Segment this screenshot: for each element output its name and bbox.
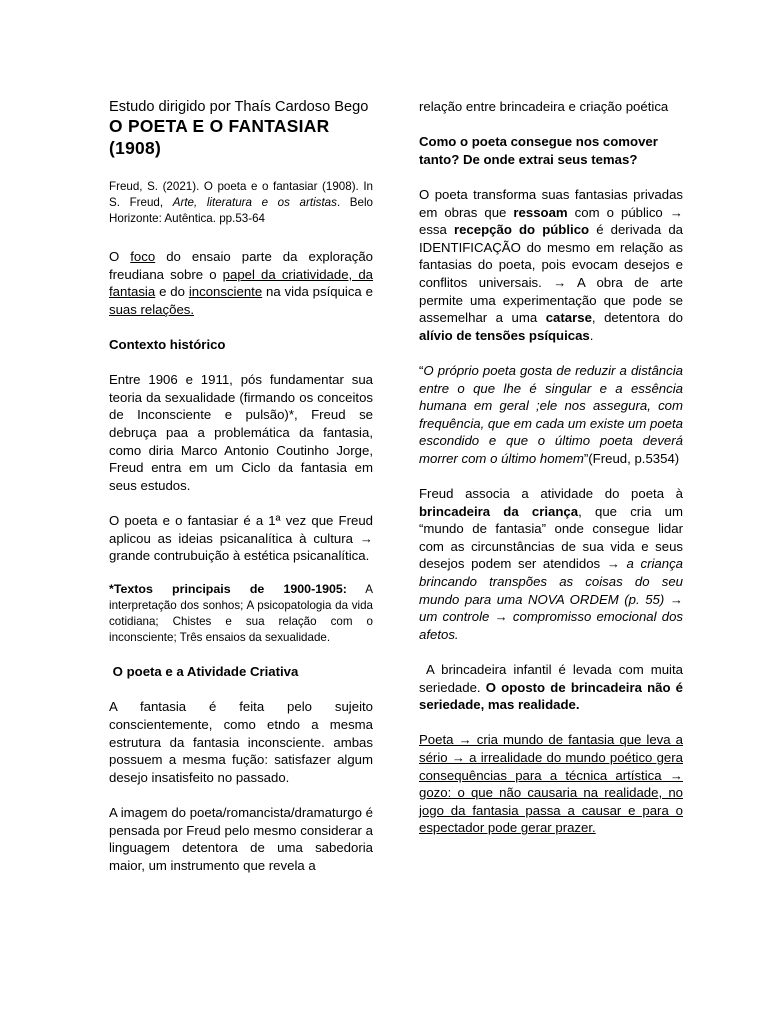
transforma-paragraph: O poeta transforma suas fantasias privadas em obras que ressoam com o público → essa recepção do público é derivada da IDENTIFICAÇÃO do mesmo em relação as fantasias do poeta, pois evocam desejos e conflitos universais. → A obra de arte permite uma experimentação que pode se assemelhar a uma catarse, detentora do alívio de tensões psíquicas. <box>419 186 683 343</box>
seriedade-paragraph: A brincadeira infantil é levada com muita seriedade. O oposto de brincadeira não é seriedade, mas realidade. <box>419 662 687 713</box>
author-subtitle: Estudo dirigido por Thaís Cardoso Bego <box>109 99 369 115</box>
continuation-text: relação entre brincadeira e criação poética <box>419 99 669 114</box>
contexto-paragraph-2: O poeta e o fantasiar é a 1ª vez que Freud aplicou as ideias psicanalítica à cultura → grande contrubuição à estética psicanalítica. <box>109 512 373 564</box>
left-column <box>109 98 373 874</box>
section-heading-contexto: Contexto histórico <box>109 336 226 352</box>
textos-footnote: *Textos principais de 1900-1905: A interpretação dos sonhos; A psicopatologia da vida cotidiana; Chistes e sua relação com o inconsciente; Três ensaios da sexualidade. <box>109 581 373 644</box>
reference-citation: Freud, S. (2021). O poeta e o fantasiar (1908). In S. Freud, Arte, literatura e os artistas. Belo Horizonte: Autêntica. pp.53-64 <box>109 180 373 225</box>
page-title: O POETA E O FANTASIAR (1908) <box>109 116 330 158</box>
poeta-conclusion: Poeta → cria mundo de fantasia que leva a sério → a irrealidade do mundo poético gera consequências para a técnica artística → gozo: o que não causaria na realidade, no jogo da fantasia passa a causar e para o espectador pode gerar prazer. <box>419 732 683 836</box>
intro-paragraph: O foco do ensaio parte da exploração freudiana sobre o papel da criatividade, da fantasia e do inconsciente na vida psíquica e suas relações. <box>109 249 373 317</box>
section-heading-atividade: O poeta e a Atividade Criativa <box>109 664 299 680</box>
question-heading: Como o poeta consegue nos comover tanto? De onde extrai seus temas? <box>419 134 658 167</box>
freud-quote: “O próprio poeta gosta de reduzir a distância entre o que lhe é singular e a essência humana em geral ;ele nos assegura, com frequência, que em cada um existe um poeta escondido e que o último poeta deverá morrer com o último homem”(Freud, p.5354) <box>419 362 683 466</box>
right-column <box>419 98 687 837</box>
fantasia-paragraph: A fantasia é feita pelo sujeito conscientemente, como etndo a mesma estrutura da fantasia inconsciente. ambas possuem a mesma fução: satisfazer algum desejo insatisfeito no passado. <box>109 699 373 785</box>
imagem-paragraph: A imagem do poeta/romancista/dramaturgo é pensada por Freud pelo mesmo considerar a linguagem detentora de uma sabedoria maior, um instrumento que revela a <box>109 805 373 873</box>
contexto-paragraph-1: Entre 1906 e 1911, pós fundamentar sua teoria da sexualidade (firmando os conceitos de Inconsciente e pulsão)*, Freud se debruça paa a problemática da fantasia, como diria Marco Antonio Coutinho Jorge, Freud entra em um Ciclo da fantasia em seus estudos. <box>109 372 373 493</box>
associa-paragraph: Freud associa a atividade do poeta à brincadeira da criança, que cria um “mundo de fantasia” onde consegue lidar com as circunstâncias de sua vida e seus desejos podem ser atendidos → a criança brincando transpões as coisas do seu mundo para uma NOVA ORDEM (p. 55) → um controle → compromisso emocional dos afetos. <box>419 486 684 642</box>
